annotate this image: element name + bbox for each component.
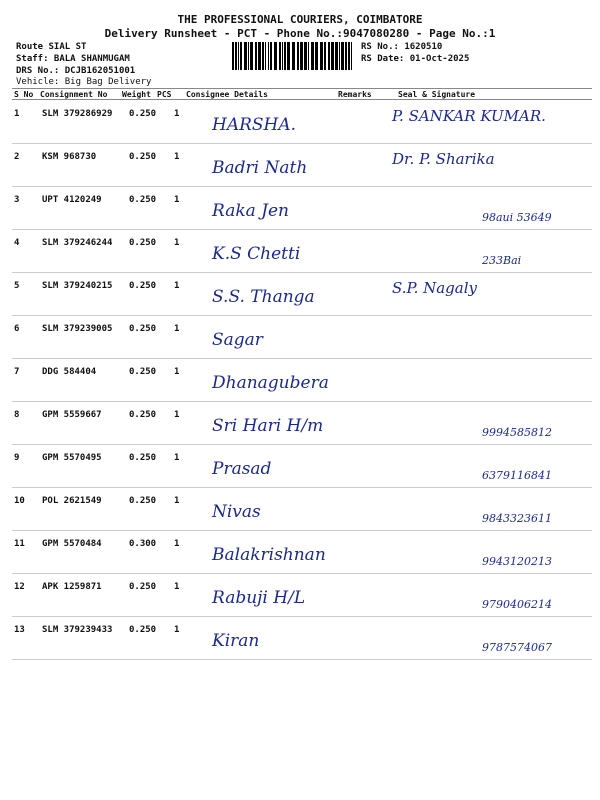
cell-consignment: SLM 379240215 <box>42 281 113 291</box>
cell-consignment: APK 1259871 <box>42 582 102 592</box>
header-bottom-rule <box>12 99 592 100</box>
handwritten-phone: 9790406214 <box>482 598 552 611</box>
handwritten-phone: 9843323611 <box>482 512 552 525</box>
cell-weight: 0.250 <box>129 109 157 119</box>
cell-sno: 3 <box>14 195 20 205</box>
cell-pcs: 1 <box>174 410 180 420</box>
table-row <box>12 617 592 660</box>
cell-pcs: 1 <box>174 324 180 334</box>
cell-sno: 9 <box>14 453 20 463</box>
drs-label: DRS No.: DCJB162051001 <box>16 66 136 76</box>
consignee-handwriting: Rabuji H/L <box>212 588 306 608</box>
cell-consignment: SLM 379239433 <box>42 625 113 635</box>
cell-weight: 0.250 <box>129 496 157 506</box>
barcode-bar <box>348 42 350 70</box>
cell-pcs: 1 <box>174 238 180 248</box>
cell-sno: 4 <box>14 238 20 248</box>
barcode-bar <box>320 42 323 70</box>
col-pcs: PCS <box>157 90 172 99</box>
barcode-bar <box>284 42 286 70</box>
cell-sno: 11 <box>14 539 25 549</box>
cell-weight: 0.250 <box>129 582 157 592</box>
cell-sno: 7 <box>14 367 20 377</box>
barcode-bar <box>328 42 330 70</box>
cell-weight: 0.250 <box>129 367 157 377</box>
cell-pcs: 1 <box>174 496 180 506</box>
rs-date: RS Date: 01-Oct-2025 <box>361 54 470 64</box>
col-consignment: Consignment No <box>40 90 108 99</box>
cell-consignment: SLM 379246244 <box>42 238 113 248</box>
barcode-bar <box>262 42 264 70</box>
table-row <box>12 488 592 531</box>
consignee-handwriting: Badri Nath <box>212 158 308 178</box>
barcode-bar <box>315 42 318 70</box>
cell-weight: 0.250 <box>129 195 157 205</box>
consignee-handwriting: Kiran <box>212 631 260 651</box>
barcode-bar <box>345 42 347 70</box>
consignee-handwriting: Prasad <box>212 459 272 479</box>
barcode-bar <box>297 42 299 70</box>
col-consignee: Consignee Details <box>186 90 268 99</box>
cell-sno: 13 <box>14 625 25 635</box>
barcode <box>232 42 356 70</box>
row-divider <box>12 659 592 660</box>
handwritten-phone: 233Bai <box>482 254 522 267</box>
cell-pcs: 1 <box>174 152 180 162</box>
cell-consignment: GPM 5570484 <box>42 539 102 549</box>
barcode-bar <box>258 42 261 70</box>
col-remarks: Remarks <box>338 90 372 99</box>
rs-number: RS No.: 1620510 <box>361 42 443 52</box>
seal-signature: S.P. Nagaly <box>392 279 477 297</box>
consignee-handwriting: Nivas <box>212 502 261 522</box>
route-label: Route SIAL ST <box>16 42 87 52</box>
barcode-bar <box>331 42 334 70</box>
company-title: THE PROFESSIONAL COURIERS, COIMBATORE <box>177 13 423 26</box>
table-row <box>12 359 592 402</box>
cell-sno: 1 <box>14 109 20 119</box>
table-row <box>12 402 592 445</box>
barcode-bar <box>268 42 269 70</box>
col-weight: Weight <box>122 90 151 99</box>
staff-label: Staff: BALA SHANMUGAM <box>16 54 130 64</box>
barcode-bar <box>339 42 340 70</box>
cell-sno: 12 <box>14 582 25 592</box>
col-sno: S No <box>14 90 34 99</box>
cell-sno: 10 <box>14 496 25 506</box>
consignee-handwriting: Sri Hari H/m <box>212 416 324 436</box>
cell-pcs: 1 <box>174 109 180 119</box>
barcode-bar <box>324 42 326 70</box>
barcode-bar <box>265 42 266 70</box>
cell-pcs: 1 <box>174 367 180 377</box>
barcode-bar <box>351 42 352 70</box>
col-seal: Seal & Signature <box>398 90 476 99</box>
cell-consignment: GPM 5559667 <box>42 410 102 420</box>
cell-weight: 0.250 <box>129 410 157 420</box>
seal-signature: P. SANKAR KUMAR. <box>392 107 546 125</box>
cell-consignment: DDG 584404 <box>42 367 97 377</box>
cell-consignment: KSM 968730 <box>42 152 97 162</box>
table-row <box>12 230 592 273</box>
barcode-bar <box>311 42 314 70</box>
barcode-bar <box>341 42 344 70</box>
barcode-bar <box>248 42 249 70</box>
table-row <box>12 574 592 617</box>
table-row <box>12 316 592 359</box>
handwritten-phone: 98aui 53649 <box>482 211 552 224</box>
barcode-bar <box>232 42 234 70</box>
cell-pcs: 1 <box>174 453 180 463</box>
cell-consignment: GPM 5570495 <box>42 453 102 463</box>
consignee-handwriting: Dhanagubera <box>212 373 329 393</box>
consignee-handwriting: Raka Jen <box>212 201 289 221</box>
cell-consignment: UPT 4120249 <box>42 195 102 205</box>
handwritten-phone: 6379116841 <box>482 469 552 482</box>
cell-weight: 0.300 <box>129 539 157 549</box>
consignee-handwriting: S.S. Thanga <box>212 287 315 307</box>
runsheet-subtitle: Delivery Runsheet - PCT - Phone No.:9047080280 - Page No.:1 <box>104 27 496 40</box>
barcode-bar <box>244 42 247 70</box>
consignee-handwriting: K.S Chetti <box>212 244 301 264</box>
cell-consignment: SLM 379239005 <box>42 324 113 334</box>
consignee-handwriting: Sagar <box>212 330 263 350</box>
table-row <box>12 531 592 574</box>
handwritten-phone: 9787574067 <box>482 641 552 654</box>
barcode-bar <box>308 42 309 70</box>
consignee-handwriting: Balakrishnan <box>212 545 326 565</box>
barcode-bar <box>335 42 338 70</box>
cell-weight: 0.250 <box>129 152 157 162</box>
barcode-bar <box>235 42 237 70</box>
cell-pcs: 1 <box>174 582 180 592</box>
cell-sno: 8 <box>14 410 20 420</box>
handwritten-phone: 9943120213 <box>482 555 552 568</box>
cell-sno: 2 <box>14 152 20 162</box>
barcode-bar <box>292 42 295 70</box>
handwritten-phone: 9994585812 <box>482 426 552 439</box>
cell-consignment: POL 2621549 <box>42 496 102 506</box>
cell-sno: 6 <box>14 324 20 334</box>
consignee-handwriting: HARSHA. <box>212 115 297 135</box>
barcode-bar <box>304 42 307 70</box>
barcode-bar <box>282 42 283 70</box>
table-row <box>12 101 592 144</box>
cell-weight: 0.250 <box>129 324 157 334</box>
barcode-bar <box>255 42 257 70</box>
barcode-bar <box>240 42 242 70</box>
seal-signature: Dr. P. Sharika <box>392 150 495 168</box>
cell-pcs: 1 <box>174 281 180 291</box>
table-row <box>12 187 592 230</box>
barcode-bar <box>287 42 290 70</box>
table-row <box>12 273 592 316</box>
table-row <box>12 144 592 187</box>
header-top-rule <box>12 88 592 89</box>
table-row <box>12 445 592 488</box>
barcode-bar <box>250 42 253 70</box>
cell-consignment: SLM 379286929 <box>42 109 113 119</box>
barcode-bar <box>279 42 281 70</box>
barcode-bar <box>270 42 272 70</box>
cell-weight: 0.250 <box>129 281 157 291</box>
cell-weight: 0.250 <box>129 238 157 248</box>
cell-sno: 5 <box>14 281 20 291</box>
cell-pcs: 1 <box>174 625 180 635</box>
barcode-bar <box>300 42 303 70</box>
cell-pcs: 1 <box>174 539 180 549</box>
barcode-bar <box>274 42 277 70</box>
vehicle-label: Vehicle: Big Bag Delivery <box>16 77 152 87</box>
barcode-bar <box>238 42 239 70</box>
cell-weight: 0.250 <box>129 625 157 635</box>
cell-weight: 0.250 <box>129 453 157 463</box>
cell-pcs: 1 <box>174 195 180 205</box>
